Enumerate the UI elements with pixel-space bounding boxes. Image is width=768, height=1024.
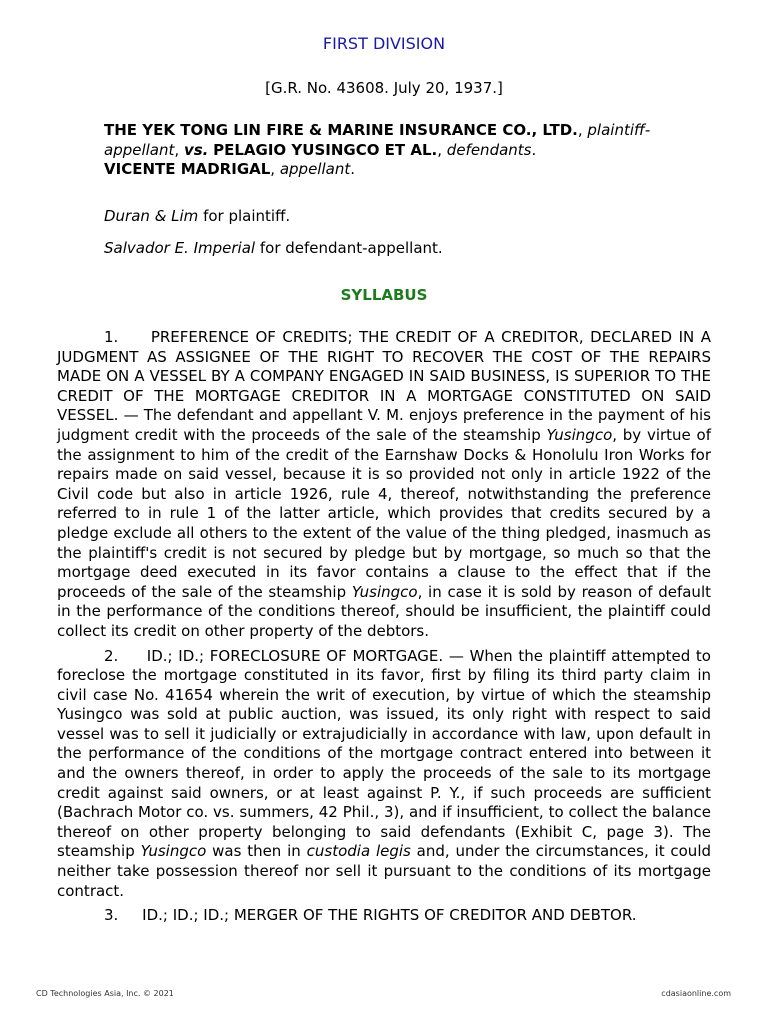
case-parties: THE YEK TONG LIN FIRE & MARINE INSURANCE CO., LTD., plaintiff-appellant, vs. PELAGIO YUSINGCO ET AL., defendants. VICENTE MADRIGAL, appellant.	[104, 121, 651, 178]
case-reference: [G.R. No. 43608. July 20, 1937.]	[265, 79, 503, 97]
plaintiff-name: THE YEK TONG LIN FIRE & MARINE INSURANCE CO., LTD.	[104, 121, 578, 139]
counsel-name: Salvador E. Imperial	[104, 239, 256, 257]
counsel-line-defendant	[104, 239, 443, 257]
defendants-role: defendants	[446, 140, 532, 159]
syllabus-paragraph-3: 3. ID.; ID.; ID.; MERGER OF THE RIGHTS OF CREDITOR AND DEBTOR.	[104, 906, 637, 925]
syllabus-title: SYLLABUS	[340, 286, 428, 304]
counsel-line-plaintiff	[104, 207, 290, 225]
syllabus-body	[57, 328, 711, 926]
division-heading: FIRST DIVISION	[322, 34, 446, 53]
appellant-name: VICENTE MADRIGAL	[104, 160, 271, 178]
appellant-role: appellant	[279, 160, 351, 178]
defendants-name: PELAGIO YUSINGCO ET AL.	[213, 140, 438, 159]
counsel-for: for defendant-appellant.	[259, 239, 443, 257]
counsel-for: for plaintiff.	[203, 207, 291, 225]
footer-copyright: CD Technologies Asia, Inc. © 2021	[36, 989, 174, 998]
syllabus-paragraph-2: 2. ID.; ID.; FORECLOSURE OF MORTGAGE. — When the plaintiff attempted to foreclose the mortgage constituted in its favor, first by filing its third party claim in civil case No. 41654 wherein the writ of execution, by virtue of which the steamship Yusingco was sold at public auction, was issued, its only right with respect to said vessel was to sell it judicially or extrajudicially in accordance with law, upon default in the performance of the conditions of the mortgage contract entered into between it and the owners thereof, in order to apply the proceeds of the sale to its mortgage credit against said owners, or at least against P. Y., if such proceeds are sufficient (Bachrach Motor co. vs. summers, 42 Phil., 3), and if insufficient, to collect the balance thereof on other property belonging to said defendants (Exhibit C, page 3). The steamship Yusingco was then in custodia legis and, under the circumstances, it could neither take possession thereof nor sell it pursuant to the conditions of its mortgage contract.	[57, 646, 712, 900]
footer-site: cdasiaonline.com	[661, 989, 731, 998]
plaintiff-role: plaintiff-appellant	[104, 121, 651, 159]
versus: vs.	[183, 140, 209, 159]
syllabus-paragraph-1: 1. PREFERENCE OF CREDITS; THE CREDIT OF A CREDITOR, DECLARED IN A JUDGMENT AS ASSIGNEE OF THE RIGHT TO RECOVER THE COST OF THE REPAIRS MADE ON A VESSEL BY A COMPANY ENGAGED IN SAID BUSINESS, IS SUPERIOR TO THE CREDIT OF THE MORTGAGE CREDITOR IN A MORTGAGE CONSTITUTED ON SAID VESSEL. — The defendant and appellant V. M. enjoys preference in the payment of his judgment credit with the proceeds of the sale of the steamship Yusingco, by virtue of the assignment to him of the credit of the Earnshaw Docks & Honolulu Iron Works for repairs made on said vessel, because it is so provided not only in article 1922 of the Civil code but also in article 1926, rule 4, thereof, notwithstanding the preference referred to in rule 1 of the latter article, which provides that credits secured by a pledge exclude all others to the extent of the value of the thing pledged, inasmuch as the plaintiff's credit is not secured by pledge but by mortgage, so much so that the mortgage deed executed in its favor contains a clause to the effect that if the proceeds of the sale of the steamship Yusingco, in case it is sold by reason of default in the performance of the conditions thereof, should be insufficient, the plaintiff could collect its credit on other property of the debtors.	[57, 328, 711, 640]
counsel-name: Duran & Lim	[104, 207, 199, 225]
